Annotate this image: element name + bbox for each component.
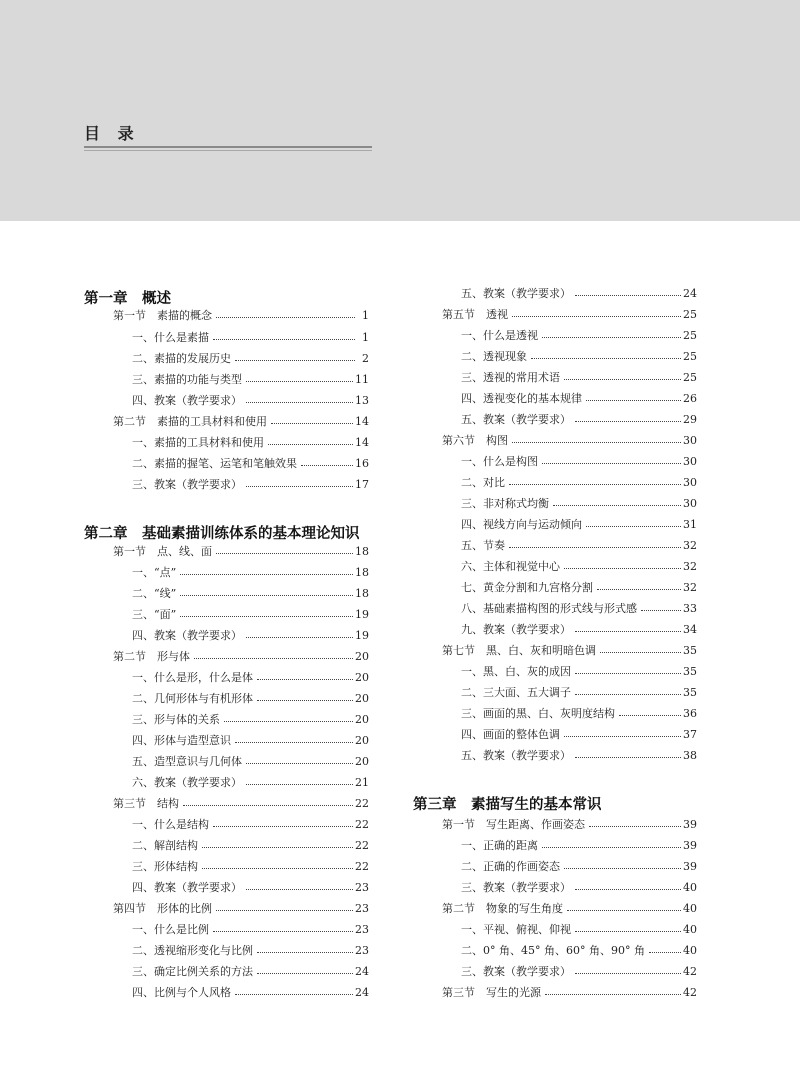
toc-entry [461, 347, 697, 365]
toc-page: 11 [355, 372, 369, 386]
leader-dots [564, 379, 681, 380]
toc-label: 第四节 形体的比例 [113, 902, 212, 915]
leader-dots [509, 484, 681, 485]
leader-dots [567, 910, 681, 911]
toc-entry [461, 941, 697, 959]
toc-page: 42 [683, 985, 697, 999]
toc-entry [461, 326, 697, 344]
toc-entry [132, 752, 369, 770]
toc-label: 第七节 黑、白、灰和明暗色调 [442, 644, 596, 657]
toc-label: 五、造型意识与几何体 [132, 755, 242, 768]
toc-entry [461, 578, 697, 596]
toc-page: 25 [683, 349, 697, 363]
leader-dots [301, 465, 353, 466]
toc-page: 30 [683, 454, 697, 468]
leader-dots [542, 847, 681, 848]
leader-dots [235, 994, 353, 995]
leader-dots [257, 973, 353, 974]
toc-page: 20 [355, 670, 369, 684]
toc-label: 二、解剖结构 [132, 839, 198, 852]
toc-page: 24 [355, 985, 369, 999]
leader-dots [586, 400, 681, 401]
leader-dots [545, 994, 681, 995]
leader-dots [235, 360, 355, 361]
toc-entry [132, 626, 369, 644]
toc-page: 26 [683, 391, 697, 405]
toc-entry [132, 668, 369, 686]
toc-label: 第二节 素描的工具材料和使用 [113, 415, 267, 428]
toc-label: 六、主体和视觉中心 [461, 560, 560, 573]
toc-entry [132, 962, 369, 980]
leader-dots [531, 358, 681, 359]
toc-label: 一、什么是形，什么是体 [132, 671, 253, 684]
toc-label: 二、“线” [132, 587, 177, 600]
toc-label: 三、“面” [132, 608, 177, 621]
leader-dots [564, 868, 681, 869]
leader-dots [213, 931, 353, 932]
page-title: 目 录 [84, 124, 140, 143]
toc-label: 第一节 素描的概念 [113, 309, 212, 322]
toc-page: 18 [355, 544, 369, 558]
chapter-heading: 第一章 概述 [84, 290, 171, 307]
toc-label: 二、0° 角、45° 角、60° 角、90° 角 [461, 944, 645, 957]
toc-entry [461, 857, 697, 875]
leader-dots [542, 337, 681, 338]
title-rule-thin [84, 150, 372, 151]
toc-label: 三、教案（教学要求） [132, 478, 242, 491]
toc-page: 13 [355, 393, 369, 407]
toc-entry [461, 557, 697, 575]
toc-entry [132, 878, 369, 896]
leader-dots [641, 610, 681, 611]
leader-dots [600, 652, 681, 653]
leader-dots [235, 742, 353, 743]
toc-page: 33 [683, 601, 697, 615]
leader-dots [246, 889, 353, 890]
toc-entry [461, 662, 697, 680]
leader-dots [575, 889, 681, 890]
toc-label: 三、确定比例关系的方法 [132, 965, 253, 978]
toc-page: 23 [355, 880, 369, 894]
toc-label: 三、画面的黑、白、灰明度结构 [461, 707, 615, 720]
toc-entry [461, 836, 697, 854]
toc-label: 三、透视的常用术语 [461, 371, 560, 384]
toc-entry [132, 836, 369, 854]
toc-page: 34 [683, 622, 697, 636]
leader-dots [246, 486, 353, 487]
toc-label: 第一节 写生距离、作画姿态 [442, 818, 585, 831]
toc-label: 第六节 构图 [442, 434, 508, 447]
toc-entry [461, 962, 697, 980]
toc-page: 30 [683, 433, 697, 447]
toc-page: 32 [683, 580, 697, 594]
toc-entry [132, 689, 369, 707]
toc-section [442, 641, 697, 659]
toc-page: 22 [355, 817, 369, 831]
leader-dots [542, 463, 681, 464]
toc-label: 五、教案（教学要求） [461, 413, 571, 426]
toc-page: 40 [683, 943, 697, 957]
toc-label: 一、什么是构图 [461, 455, 538, 468]
toc-label: 第一节 点、线、面 [113, 545, 212, 558]
leader-dots [257, 700, 353, 701]
leader-dots [246, 763, 353, 764]
toc-label: 五、节奏 [461, 539, 505, 552]
toc-entry [461, 389, 697, 407]
toc-label: 一、什么是比例 [132, 923, 209, 936]
toc-page: 37 [683, 727, 697, 741]
toc-page: 42 [683, 964, 697, 978]
toc-page: 32 [683, 559, 697, 573]
toc-label: 第二节 形与体 [113, 650, 190, 663]
leader-dots [575, 631, 681, 632]
toc-label: 一、什么是透视 [461, 329, 538, 342]
leader-dots [564, 736, 681, 737]
leader-dots [512, 442, 681, 443]
leader-dots [575, 931, 681, 932]
leader-dots [564, 568, 681, 569]
toc-label: 五、教案（教学要求） [461, 749, 571, 762]
toc-page: 20 [355, 733, 369, 747]
toc-label: 四、视线方向与运动倾向 [461, 518, 582, 531]
toc-page: 14 [355, 435, 369, 449]
toc-entry [132, 454, 369, 472]
leader-dots [216, 910, 353, 911]
toc-label: 第三节 写生的光源 [442, 986, 541, 999]
toc-page: 39 [683, 817, 697, 831]
leader-dots [213, 339, 355, 340]
toc-page: 39 [683, 859, 697, 873]
toc-page: 25 [683, 370, 697, 384]
toc-label: 一、什么是结构 [132, 818, 209, 831]
toc-page: 25 [683, 307, 697, 321]
toc-label: 一、“点” [132, 566, 177, 579]
leader-dots [180, 574, 353, 575]
header-band [0, 0, 800, 221]
toc-entry [132, 710, 369, 728]
toc-page: 1 [362, 330, 369, 344]
toc-label: 二、透视缩形变化与比例 [132, 944, 253, 957]
toc-page: 18 [355, 586, 369, 600]
leader-dots [180, 595, 353, 596]
toc-entry [132, 475, 369, 493]
toc-label: 一、什么是素描 [132, 331, 209, 344]
toc-label: 七、黄金分割和九宫格分割 [461, 581, 593, 594]
toc-label: 一、黑、白、灰的成因 [461, 665, 571, 678]
toc-entry [461, 704, 697, 722]
toc-entry [461, 683, 697, 701]
leader-dots [586, 526, 681, 527]
toc-page: 18 [355, 565, 369, 579]
toc-label: 二、几何形体与有机形体 [132, 692, 253, 705]
toc-entry [132, 349, 369, 367]
leader-dots [553, 505, 681, 506]
toc-section [113, 647, 369, 665]
leader-dots [257, 952, 353, 953]
toc-page: 20 [355, 691, 369, 705]
toc-section [442, 431, 697, 449]
toc-label: 九、教案（教学要求） [461, 623, 571, 636]
toc-page: 38 [683, 748, 697, 762]
toc-entry [132, 815, 369, 833]
toc-label: 三、素描的功能与类型 [132, 373, 242, 386]
toc-page: 22 [355, 859, 369, 873]
toc-label: 四、透视变化的基本规律 [461, 392, 582, 405]
toc-label: 第三节 结构 [113, 797, 179, 810]
toc-page: 17 [355, 477, 369, 491]
toc-page: 23 [355, 922, 369, 936]
toc-entry [132, 328, 369, 346]
toc-page: 36 [683, 706, 697, 720]
toc-page: 23 [355, 901, 369, 915]
toc-entry [132, 370, 369, 388]
toc-entry [461, 410, 697, 428]
toc-page: 32 [683, 538, 697, 552]
toc-label: 三、教案（教学要求） [461, 881, 571, 894]
toc-label: 八、基础素描构图的形式线与形式感 [461, 602, 637, 615]
toc-label: 一、平视、俯视、仰视 [461, 923, 571, 936]
toc-page: 20 [355, 712, 369, 726]
leader-dots [619, 715, 681, 716]
toc-page: 31 [683, 517, 697, 531]
toc-page: 40 [683, 901, 697, 915]
toc-entry [461, 284, 697, 302]
leader-dots [589, 826, 681, 827]
toc-section [113, 899, 369, 917]
toc-label: 五、教案（教学要求） [461, 287, 571, 300]
toc-page: 21 [355, 775, 369, 789]
leader-dots [246, 381, 353, 382]
toc-label: 第二节 物象的写生角度 [442, 902, 563, 915]
toc-label: 三、形与体的关系 [132, 713, 220, 726]
leader-dots [246, 402, 353, 403]
leader-dots [216, 553, 353, 554]
toc-entry [132, 391, 369, 409]
toc-entry [461, 920, 697, 938]
toc-entry [132, 983, 369, 1001]
toc-section [113, 306, 369, 324]
toc-entry [461, 452, 697, 470]
leader-dots [246, 784, 353, 785]
toc-page: 35 [683, 685, 697, 699]
toc-label: 二、对比 [461, 476, 505, 489]
toc-label: 二、三大面、五大调子 [461, 686, 571, 699]
leader-dots [597, 589, 681, 590]
toc-entry [461, 536, 697, 554]
toc-entry [132, 731, 369, 749]
leader-dots [575, 421, 681, 422]
toc-page: 2 [362, 351, 369, 365]
toc-label: 第五节 透视 [442, 308, 508, 321]
leader-dots [575, 673, 681, 674]
toc-section [113, 412, 369, 430]
toc-entry [132, 773, 369, 791]
toc-entry [461, 746, 697, 764]
toc-entry [132, 941, 369, 959]
toc-entry [461, 368, 697, 386]
leader-dots [509, 547, 681, 548]
leader-dots [183, 805, 353, 806]
toc-entry [132, 584, 369, 602]
leader-dots [213, 826, 353, 827]
toc-section [442, 815, 697, 833]
toc-page: 22 [355, 796, 369, 810]
toc-entry [132, 605, 369, 623]
toc-page: 35 [683, 643, 697, 657]
toc-label: 一、正确的距离 [461, 839, 538, 852]
leader-dots [216, 317, 355, 318]
toc-label: 二、透视现象 [461, 350, 527, 363]
leader-dots [224, 721, 353, 722]
toc-page: 1 [362, 308, 369, 322]
toc-label: 四、比例与个人风格 [132, 986, 231, 999]
toc-label: 三、非对称式均衡 [461, 497, 549, 510]
toc-entry [461, 725, 697, 743]
leader-dots [202, 868, 353, 869]
toc-page: 30 [683, 496, 697, 510]
toc-label: 二、素描的发展历史 [132, 352, 231, 365]
toc-entry [132, 857, 369, 875]
chapter-heading: 第二章 基础素描训练体系的基本理论知识 [84, 525, 360, 542]
toc-page: 40 [683, 880, 697, 894]
toc-entry [461, 878, 697, 896]
leader-dots [202, 847, 353, 848]
toc-page: 14 [355, 414, 369, 428]
toc-label: 三、形体结构 [132, 860, 198, 873]
toc-entry [461, 473, 697, 491]
toc-entry [132, 433, 369, 451]
title-rule [84, 146, 372, 148]
toc-label: 四、教案（教学要求） [132, 629, 242, 642]
toc-entry [461, 515, 697, 533]
toc-page: 40 [683, 922, 697, 936]
toc-page: 20 [355, 649, 369, 663]
leader-dots [268, 444, 353, 445]
toc-page: 30 [683, 475, 697, 489]
toc-section [442, 899, 697, 917]
chapter-heading: 第三章 素描写生的基本常识 [413, 796, 602, 813]
toc-section [113, 794, 369, 812]
toc-label: 二、素描的握笔、运笔和笔触效果 [132, 457, 297, 470]
toc-page: 24 [355, 964, 369, 978]
toc-section [113, 542, 369, 560]
toc-page: 23 [355, 943, 369, 957]
toc-label: 四、画面的整体色调 [461, 728, 560, 741]
toc-entry [132, 920, 369, 938]
leader-dots [271, 423, 353, 424]
toc-section [442, 983, 697, 1001]
toc-label: 一、素描的工具材料和使用 [132, 436, 264, 449]
toc-page: 24 [683, 286, 697, 300]
toc-label: 二、正确的作画姿态 [461, 860, 560, 873]
toc-label: 六、教案（教学要求） [132, 776, 242, 789]
toc-entry [461, 494, 697, 512]
toc-entry [132, 563, 369, 581]
toc-label: 四、形体与造型意识 [132, 734, 231, 747]
leader-dots [649, 952, 681, 953]
toc-label: 四、教案（教学要求） [132, 881, 242, 894]
leader-dots [512, 316, 681, 317]
toc-label: 四、教案（教学要求） [132, 394, 242, 407]
leader-dots [575, 757, 681, 758]
toc-entry [461, 599, 697, 617]
toc-page: 29 [683, 412, 697, 426]
toc-page: 35 [683, 664, 697, 678]
toc-section [442, 305, 697, 323]
toc-page: 25 [683, 328, 697, 342]
toc-page: 20 [355, 754, 369, 768]
leader-dots [575, 295, 681, 296]
toc-page: 39 [683, 838, 697, 852]
leader-dots [180, 616, 353, 617]
toc-page: 19 [355, 607, 369, 621]
leader-dots [246, 637, 353, 638]
toc-page: 16 [355, 456, 369, 470]
leader-dots [575, 973, 681, 974]
toc-label: 三、教案（教学要求） [461, 965, 571, 978]
toc-page: 19 [355, 628, 369, 642]
toc-entry [461, 620, 697, 638]
leader-dots [194, 658, 353, 659]
leader-dots [575, 694, 681, 695]
leader-dots [257, 679, 353, 680]
toc-page: 22 [355, 838, 369, 852]
